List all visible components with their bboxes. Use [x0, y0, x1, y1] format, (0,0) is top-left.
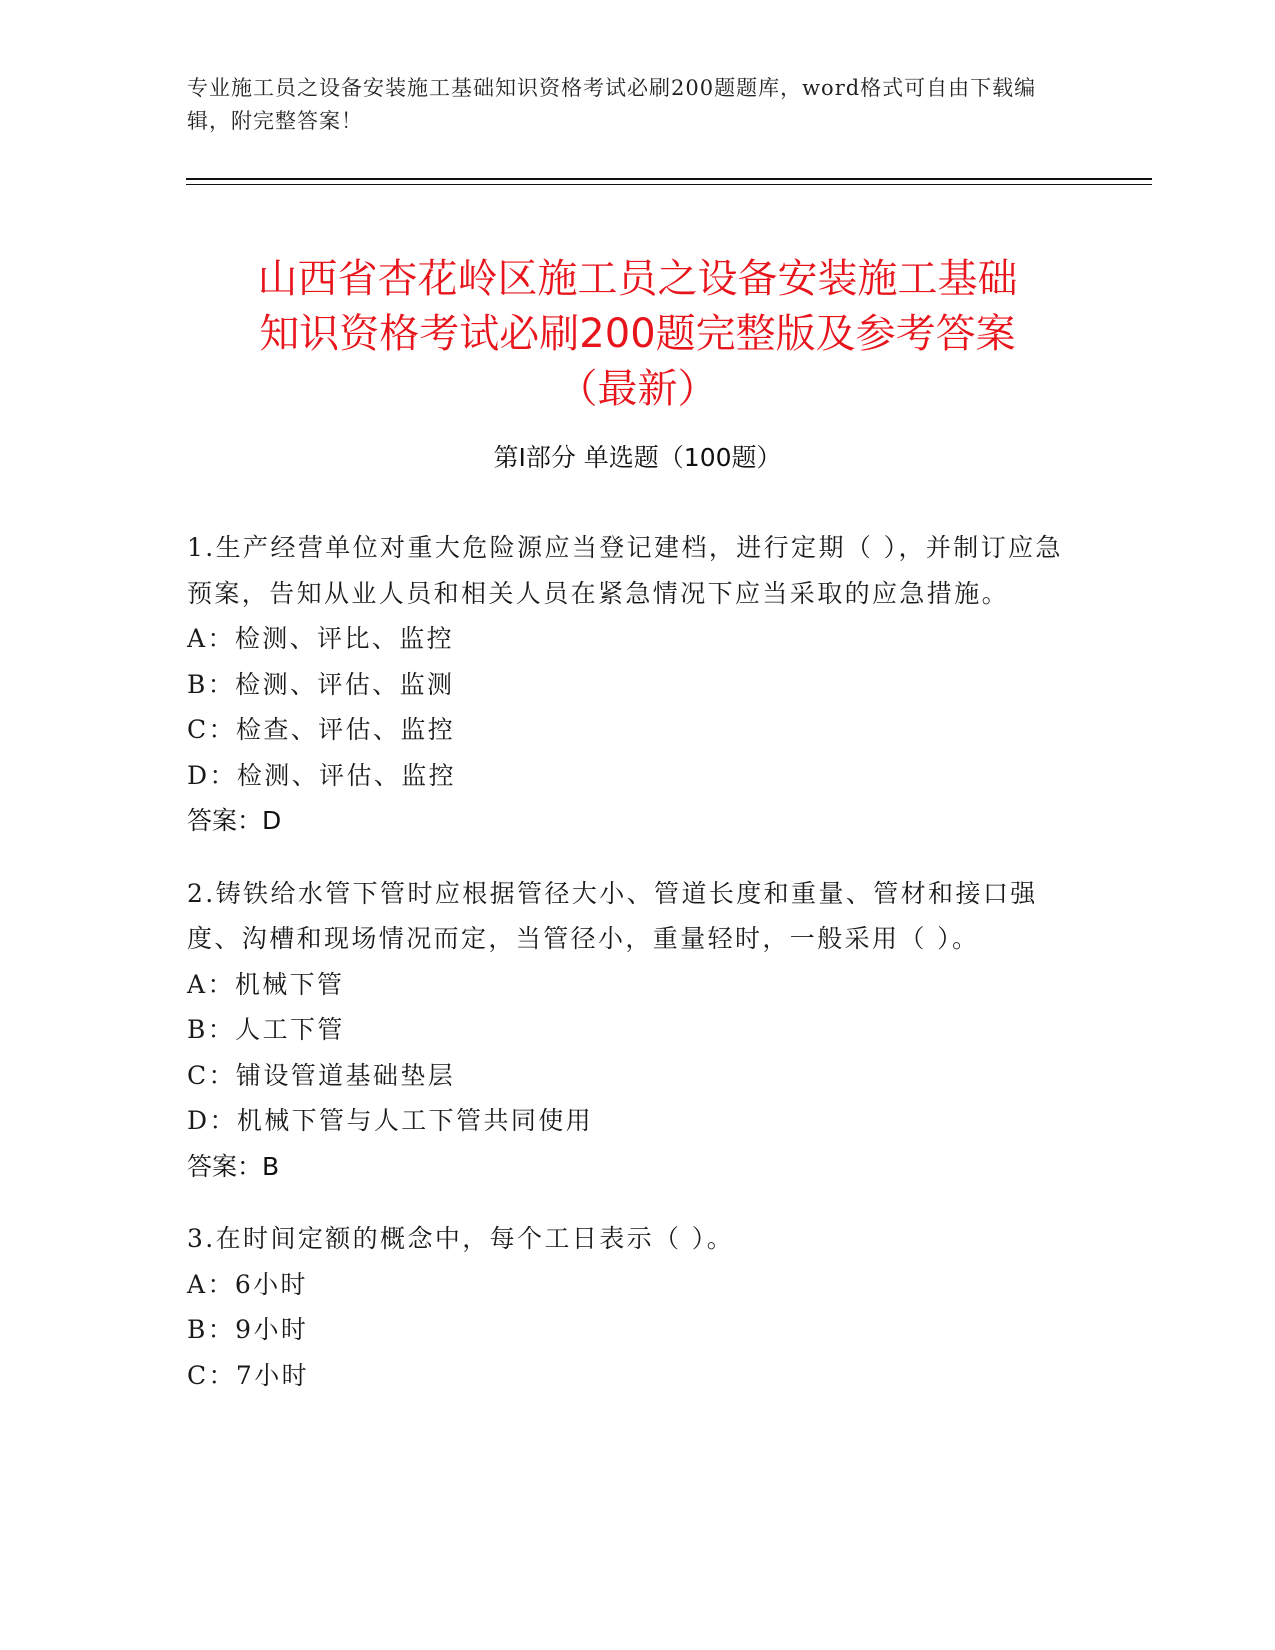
- answer: 答案：D: [187, 806, 282, 835]
- header-divider-thick: [186, 178, 1152, 180]
- title-line-3: （最新）: [557, 365, 718, 412]
- option-b: B：检测、评估、监测: [187, 669, 455, 699]
- question-list: [187, 525, 1067, 1425]
- title-line-1: 山西省杏花岭区施工员之设备安装施工基础: [257, 255, 1018, 302]
- option-d: D：机械下管与人工下管共同使用: [187, 1106, 594, 1135]
- question-stem: 2.铸铁给水管下管时应根据管径大小、管道长度和重量、管材和接口强度、沟槽和现场情况而定，当管径小，重量轻时，一般采用（ ）。: [187, 878, 1038, 953]
- option-c: C：检查、评估、监控: [187, 715, 456, 744]
- answer: 答案：B: [187, 1151, 280, 1181]
- option-a: A：检测、评比、监控: [187, 624, 455, 653]
- option-b: B：9小时: [187, 1315, 309, 1344]
- option-a: A：6小时: [187, 1269, 308, 1299]
- question-3: [187, 1216, 1067, 1398]
- question-1: [187, 525, 1067, 844]
- option-c: C：7小时: [187, 1360, 310, 1390]
- question-stem: 1.生产经营单位对重大危险源应当登记建档，进行定期（ ），并制订应急预案，告知从业人员和相关人员在紧急情况下应当采取的应急措施。: [187, 533, 1063, 608]
- header-note: 专业施工员之设备安装施工基础知识资格考试必刷200题题库，word格式可自由下载编辑，附完整答案！: [187, 76, 1037, 133]
- section-title: 第Ⅰ部分 单选题（100题）: [493, 443, 782, 472]
- question-stem: 3.在时间定额的概念中，每个工日表示（ ）。: [187, 1224, 735, 1253]
- option-c: C：铺设管道基础垫层: [187, 1060, 456, 1090]
- option-d: D：检测、评估、监控: [187, 760, 457, 790]
- header-divider-thin: [186, 184, 1152, 185]
- document-title: [150, 252, 1125, 417]
- option-b: B：人工下管: [187, 1015, 345, 1044]
- question-2: [187, 871, 1067, 1190]
- option-a: A：机械下管: [187, 969, 345, 999]
- title-line-2: 知识资格考试必刷200题完整版及参考答案: [259, 310, 1016, 357]
